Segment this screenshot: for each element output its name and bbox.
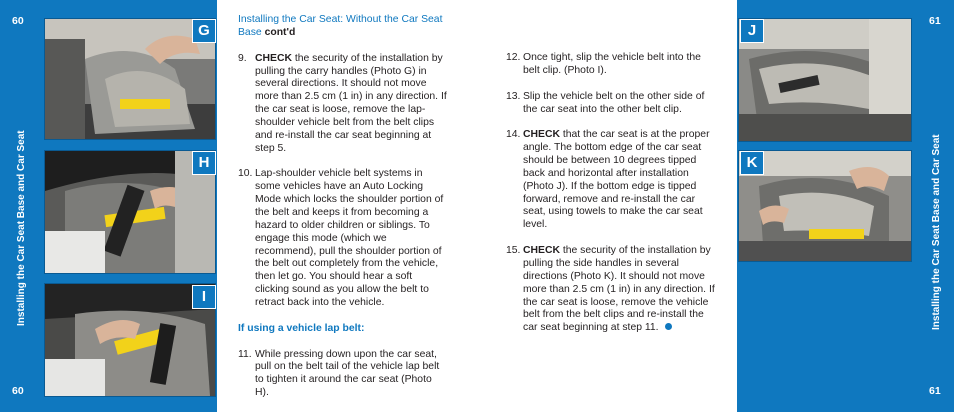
photo-h-label: H	[192, 151, 216, 175]
photo-h	[44, 150, 216, 274]
step-10	[238, 168, 448, 309]
photo-j	[738, 18, 912, 142]
step-10-number: 10.	[238, 168, 253, 180]
step-9-keyword: CHECK	[255, 52, 292, 64]
photo-i	[44, 283, 216, 397]
text-column-right	[506, 52, 718, 335]
step-15	[506, 245, 718, 335]
page-number-top-right: 61	[929, 15, 941, 27]
photo-k-label: K	[740, 151, 764, 175]
step-11-text: While pressing down upon the car seat, pull on the belt tail of the vehicle lap belt to tighten it around the car seat (Photo H).	[255, 348, 440, 399]
text-column-left	[238, 14, 448, 400]
end-of-section-bullet-icon	[665, 323, 672, 330]
step-9-number: 9.	[238, 52, 247, 64]
photo-k	[738, 150, 912, 262]
step-13-number: 13.	[506, 90, 521, 102]
step-14-number: 14.	[506, 129, 521, 141]
step-14-text: that the car seat is at the proper angle. The bottom edge of the car seat should be between 10 degrees tipped back and horizontal after installation (Photo J). If the bottom edge is tipped forward, remove and re-install the car seat, using towels to make the car seat level.	[523, 129, 710, 231]
step-12-text: Once tight, slip the vehicle belt into the belt clip. (Photo I).	[523, 52, 701, 76]
step-11-number: 11.	[238, 348, 252, 360]
step-9	[238, 53, 448, 156]
step-15-keyword: CHECK	[523, 245, 560, 257]
section-heading-text: Installing the Car Seat: Without the Car Seat Base	[238, 14, 443, 38]
lap-belt-subheading: If using a vehicle lap belt:	[238, 322, 365, 334]
right-side-title: Installing the Car Seat Base and Car Seat	[931, 134, 942, 330]
left-side-title: Installing the Car Seat Base and Car Seat	[16, 130, 27, 326]
section-heading	[238, 14, 448, 40]
step-15-text: the security of the installation by pulling the side handles in several directions (Photo K). It should not move more than 2.5 cm (1 in) in any direction. If the car seat is loose, remove the vehicle belt from the belt clips and re-install the car seat beginning at step 11.	[523, 245, 715, 334]
step-11	[238, 349, 448, 400]
step-14	[506, 129, 718, 232]
step-10-text: Lap-shoulder vehicle belt systems in some vehicles have an Auto Locking Mode which locks the shoulder portion of the belt and keeps it from becoming a hazard to older children or siblings. To engage this mode (which we recommend), pull the shoulder portion of the belt out completely from the vehicle, then let go. You should hear a soft clicking sound as you allow the belt to retract back into the vehicle.	[255, 168, 444, 308]
photo-i-label: I	[192, 285, 216, 309]
step-12	[506, 52, 718, 78]
step-14-keyword: CHECK	[523, 129, 560, 141]
page-number-top-left: 60	[12, 15, 24, 27]
photo-g	[44, 18, 216, 140]
step-13	[506, 91, 718, 117]
page-number-bottom-right: 61	[929, 385, 941, 397]
section-heading-suffix: cont'd	[264, 26, 296, 38]
page-number-bottom-left: 60	[12, 385, 24, 397]
step-12-number: 12.	[506, 52, 521, 63]
step-13-text: Slip the vehicle belt on the other side of the car seat into the other belt clip.	[523, 90, 705, 115]
step-15-number: 15.	[506, 245, 521, 257]
photo-g-label: G	[192, 19, 216, 43]
step-9-text: the security of the installation by pulling the carry handles (Photo G) in several directions. It should not move more than 2.5 cm (1 in) in any direction. If the car seat is loose, remove the lap-shoulder vehicle belt from the belt clips and re-install the car seat beginning at step 5.	[255, 52, 447, 154]
photo-j-label: J	[740, 19, 764, 43]
